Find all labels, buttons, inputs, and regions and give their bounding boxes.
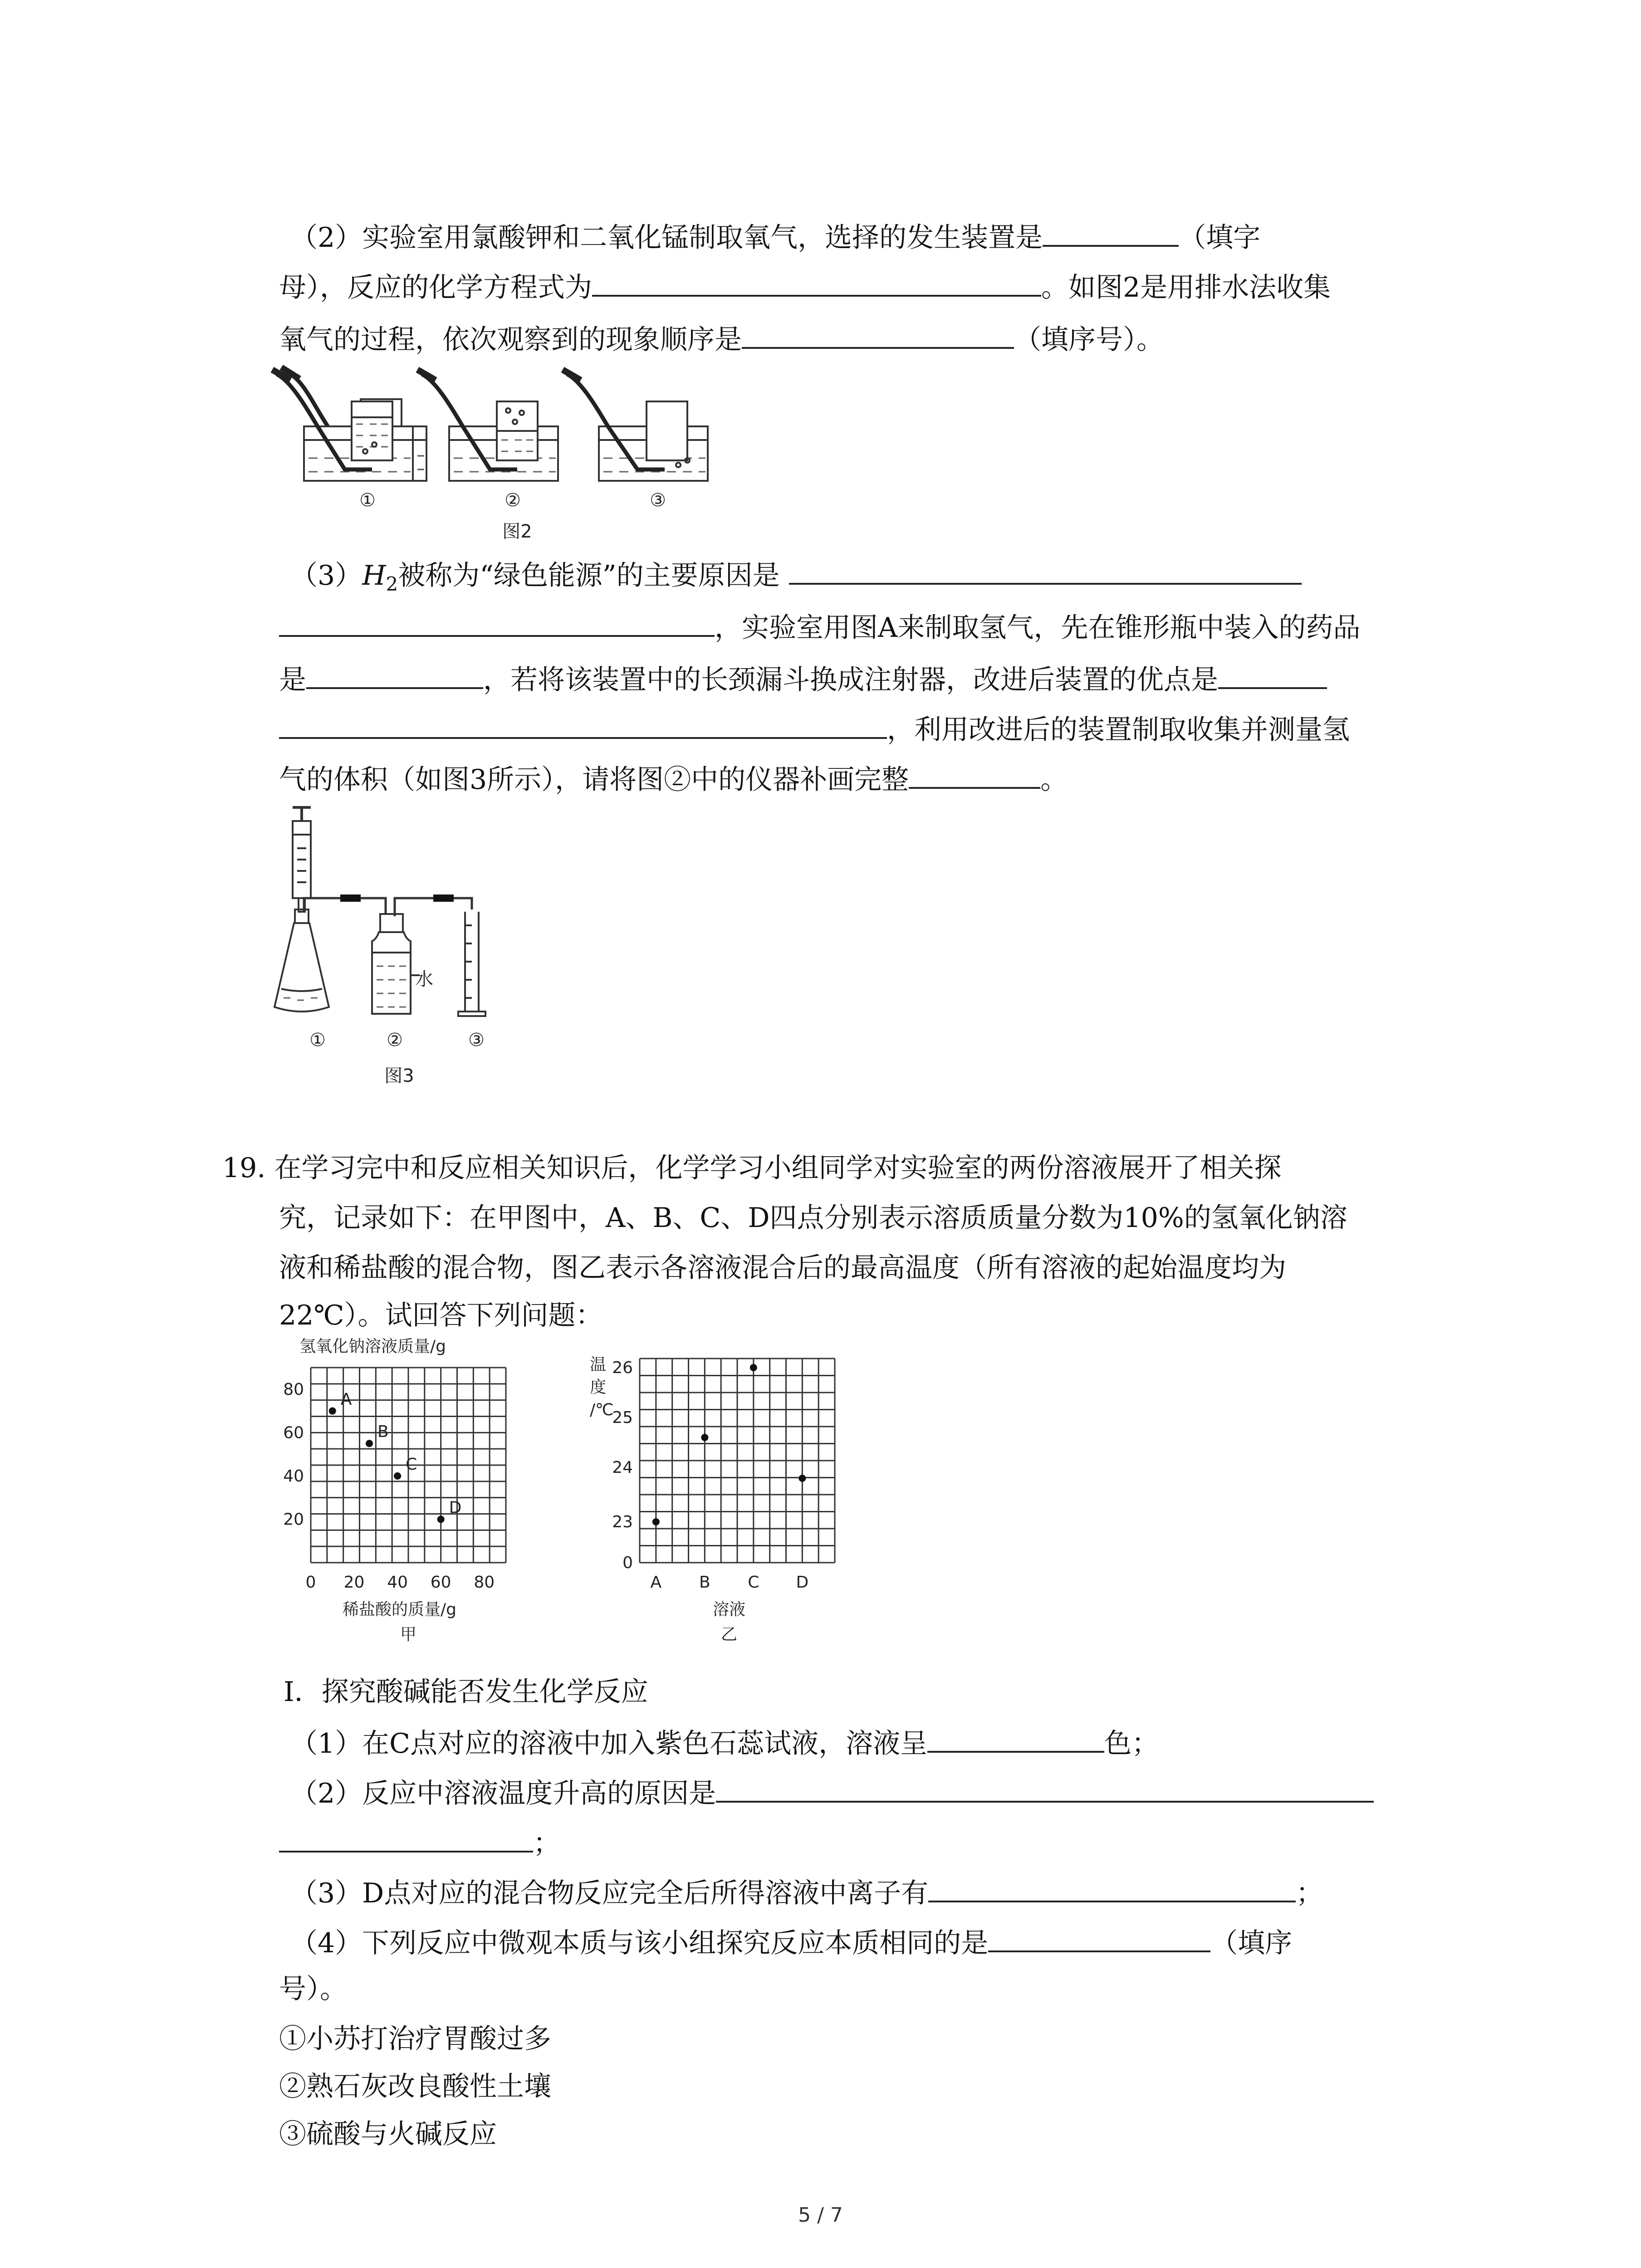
q18-p3-line4: ，利用改进后的装置制取收集并测量氢 — [279, 710, 1350, 748]
fig3-label-3: ③ — [468, 1030, 485, 1051]
fig2-label-2: ② — [505, 490, 521, 511]
chart-yi-scatter — [576, 1352, 857, 1674]
fig2-label-3: ③ — [650, 490, 666, 511]
fig3-water-label: 水 — [415, 969, 433, 990]
chart-jia-title: 氢氧化钠溶液质量/g — [299, 1337, 446, 1356]
answer-blank-temp-reason-cont[interactable] — [279, 1823, 533, 1853]
q18-p2-line2: 母），反应的化学方程式为 。如图2是用排水法收集 — [279, 268, 1331, 306]
q19-option-2: ②熟石灰改良酸性土壤 — [279, 2071, 551, 2102]
q19-section1: Ⅰ．探究酸碱能否发生化学反应 — [284, 1676, 648, 1708]
chart-yi-ylabel-line: /℃ — [590, 1401, 614, 1419]
q18-p3-line5: 气的体积（如图3所示），请将图②中的仪器补画完整 。 — [279, 760, 1068, 798]
chart-jia-x-tick: 40 — [387, 1573, 408, 1592]
answer-blank-advantage[interactable] — [1218, 660, 1327, 689]
chart-jia-point-C — [394, 1472, 401, 1480]
chart-jia-scatter — [272, 1334, 554, 1674]
q18-p3-line1: $(3)H_2$被称为“绿色能源”的主要原因是 — [290, 556, 1302, 602]
fig3-label-1: ① — [309, 1030, 326, 1051]
answer-blank-advantage-cont[interactable] — [279, 710, 887, 739]
q18-p2-line1: （2）实验室用氯酸钾和二氧化锰制取氧气，选择的发生装置是 （填字 — [290, 218, 1260, 256]
chart-jia-caption: 甲 — [400, 1625, 417, 1644]
chart-jia-xlabel: 稀盐酸的质量/g — [343, 1600, 456, 1619]
chart-yi-y-tick: 26 — [612, 1359, 633, 1377]
chart-jia-y-tick: 60 — [283, 1423, 304, 1442]
chart-yi-point-C — [750, 1364, 757, 1371]
chart-jia-point-label-C: C — [406, 1455, 417, 1474]
chart-jia-x-tick: 20 — [343, 1573, 365, 1592]
chart-yi-point-A — [652, 1518, 660, 1525]
chart-yi-x-tick: A — [650, 1573, 662, 1592]
fig3-label-2: ② — [387, 1030, 403, 1051]
q19-s1-q2: （2）反应中溶液温度升高的原因是 — [290, 1774, 1374, 1812]
chart-yi-ylabel-line: 度 — [590, 1378, 607, 1397]
q19-s1-q4-line2: 号）。 — [279, 1973, 347, 2005]
chart-yi-y-tick: 25 — [612, 1408, 633, 1427]
chart-yi-point-B — [701, 1434, 708, 1441]
page-number: 5 / 7 — [798, 2204, 843, 2227]
chart-jia-y-tick: 40 — [283, 1466, 304, 1486]
chart-yi-ylabel-line: 温 — [590, 1355, 607, 1374]
chart-yi-x-tick: B — [699, 1573, 710, 1592]
figure-3-gas-measurement — [272, 807, 572, 1025]
q19-line3: 液和稀盐酸的混合物，图乙表示各溶液混合后的最高温度（所有溶液的起始温度均为 — [279, 1252, 1286, 1284]
chart-jia-point-label-A: A — [340, 1390, 352, 1409]
answer-blank-order[interactable] — [742, 320, 1014, 349]
answer-blank-color[interactable] — [927, 1724, 1104, 1753]
chart-yi-point-D — [798, 1475, 806, 1482]
chart-jia-x-tick: 0 — [305, 1573, 316, 1592]
q19-line2: 究，记录如下：在甲图中，A、B、C、D四点分别表示溶质质量分数为10%的氢氧化钠溶 — [279, 1202, 1347, 1234]
figure-2-apparatus-3 — [563, 367, 717, 494]
q19-s1-q3: （3）D点对应的混合物反应完全后所得溶液中离子有 ； — [290, 1873, 1323, 1911]
q18-p3-line2: ，实验室用图A来制取氢气，先在锥形瓶中装入的药品 — [279, 608, 1360, 646]
q19-line4: 22℃）。试回答下列问题： — [279, 1300, 603, 1331]
q19-line1: 19. 在学习完中和反应相关知识后，化学学习小组同学对实验室的两份溶液展开了相关探 — [222, 1152, 1282, 1184]
q19-option-3: ③硫酸与火碱反应 — [279, 2118, 497, 2150]
chart-yi-y-tick: 23 — [612, 1513, 633, 1531]
chart-yi-xlabel: 溶液 — [713, 1600, 746, 1619]
answer-blank-same-essence[interactable] — [988, 1923, 1210, 1952]
answer-blank-temp-reason[interactable] — [716, 1774, 1374, 1803]
chart-jia-point-label-B: B — [377, 1422, 389, 1442]
answer-blank-device[interactable] — [1043, 218, 1179, 247]
answer-blank-green-energy[interactable] — [789, 556, 1302, 585]
answer-blank-equation[interactable] — [592, 268, 1041, 297]
q18-p3-line3: 是 ，若将该装置中的长颈漏斗换成注射器，改进后装置的优点是 — [279, 660, 1327, 698]
chart-yi-y-tick: 0 — [622, 1554, 633, 1572]
fig2-label-1: ① — [359, 490, 376, 511]
fig3-caption: 图3 — [384, 1066, 414, 1086]
chart-jia-x-tick: 60 — [430, 1573, 451, 1592]
chart-jia-y-tick: 80 — [283, 1380, 304, 1399]
q19-s1-q2-cont: ； — [279, 1823, 560, 1862]
figure-2-apparatus-2 — [417, 367, 563, 494]
chart-jia-y-tick: 20 — [283, 1510, 304, 1529]
answer-blank-green-energy-cont[interactable] — [279, 608, 715, 637]
q18-p2-line3: 氧气的过程，依次观察到的现象顺序是 （填序号）。 — [279, 320, 1164, 358]
chart-jia-x-tick: 80 — [474, 1573, 495, 1592]
answer-blank-drawing[interactable] — [909, 760, 1040, 789]
q19-option-1: ①小苏打治疗胃酸过多 — [279, 2023, 551, 2055]
chart-yi-x-tick: D — [796, 1573, 809, 1592]
chart-yi-y-tick: 24 — [612, 1458, 633, 1477]
chart-yi-x-tick: C — [748, 1573, 759, 1592]
chart-yi-caption: 乙 — [721, 1625, 738, 1644]
chart-jia-point-A — [329, 1408, 336, 1415]
answer-blank-ions[interactable] — [928, 1873, 1296, 1902]
q19-s1-q4: （4）下列反应中微观本质与该小组探究反应本质相同的是 （填序 — [290, 1923, 1292, 1961]
answer-blank-reagent[interactable] — [306, 660, 483, 689]
q19-s1-q1: （1）在C点对应的溶液中加入紫色石蕊试液，溶液呈 色； — [290, 1724, 1159, 1762]
chart-jia-point-D — [437, 1515, 445, 1523]
figure-2-apparatus-1 — [272, 367, 417, 494]
chart-jia-point-label-D: D — [449, 1498, 462, 1517]
chart-jia-point-B — [366, 1440, 373, 1447]
fig2-caption: 图2 — [502, 521, 532, 542]
